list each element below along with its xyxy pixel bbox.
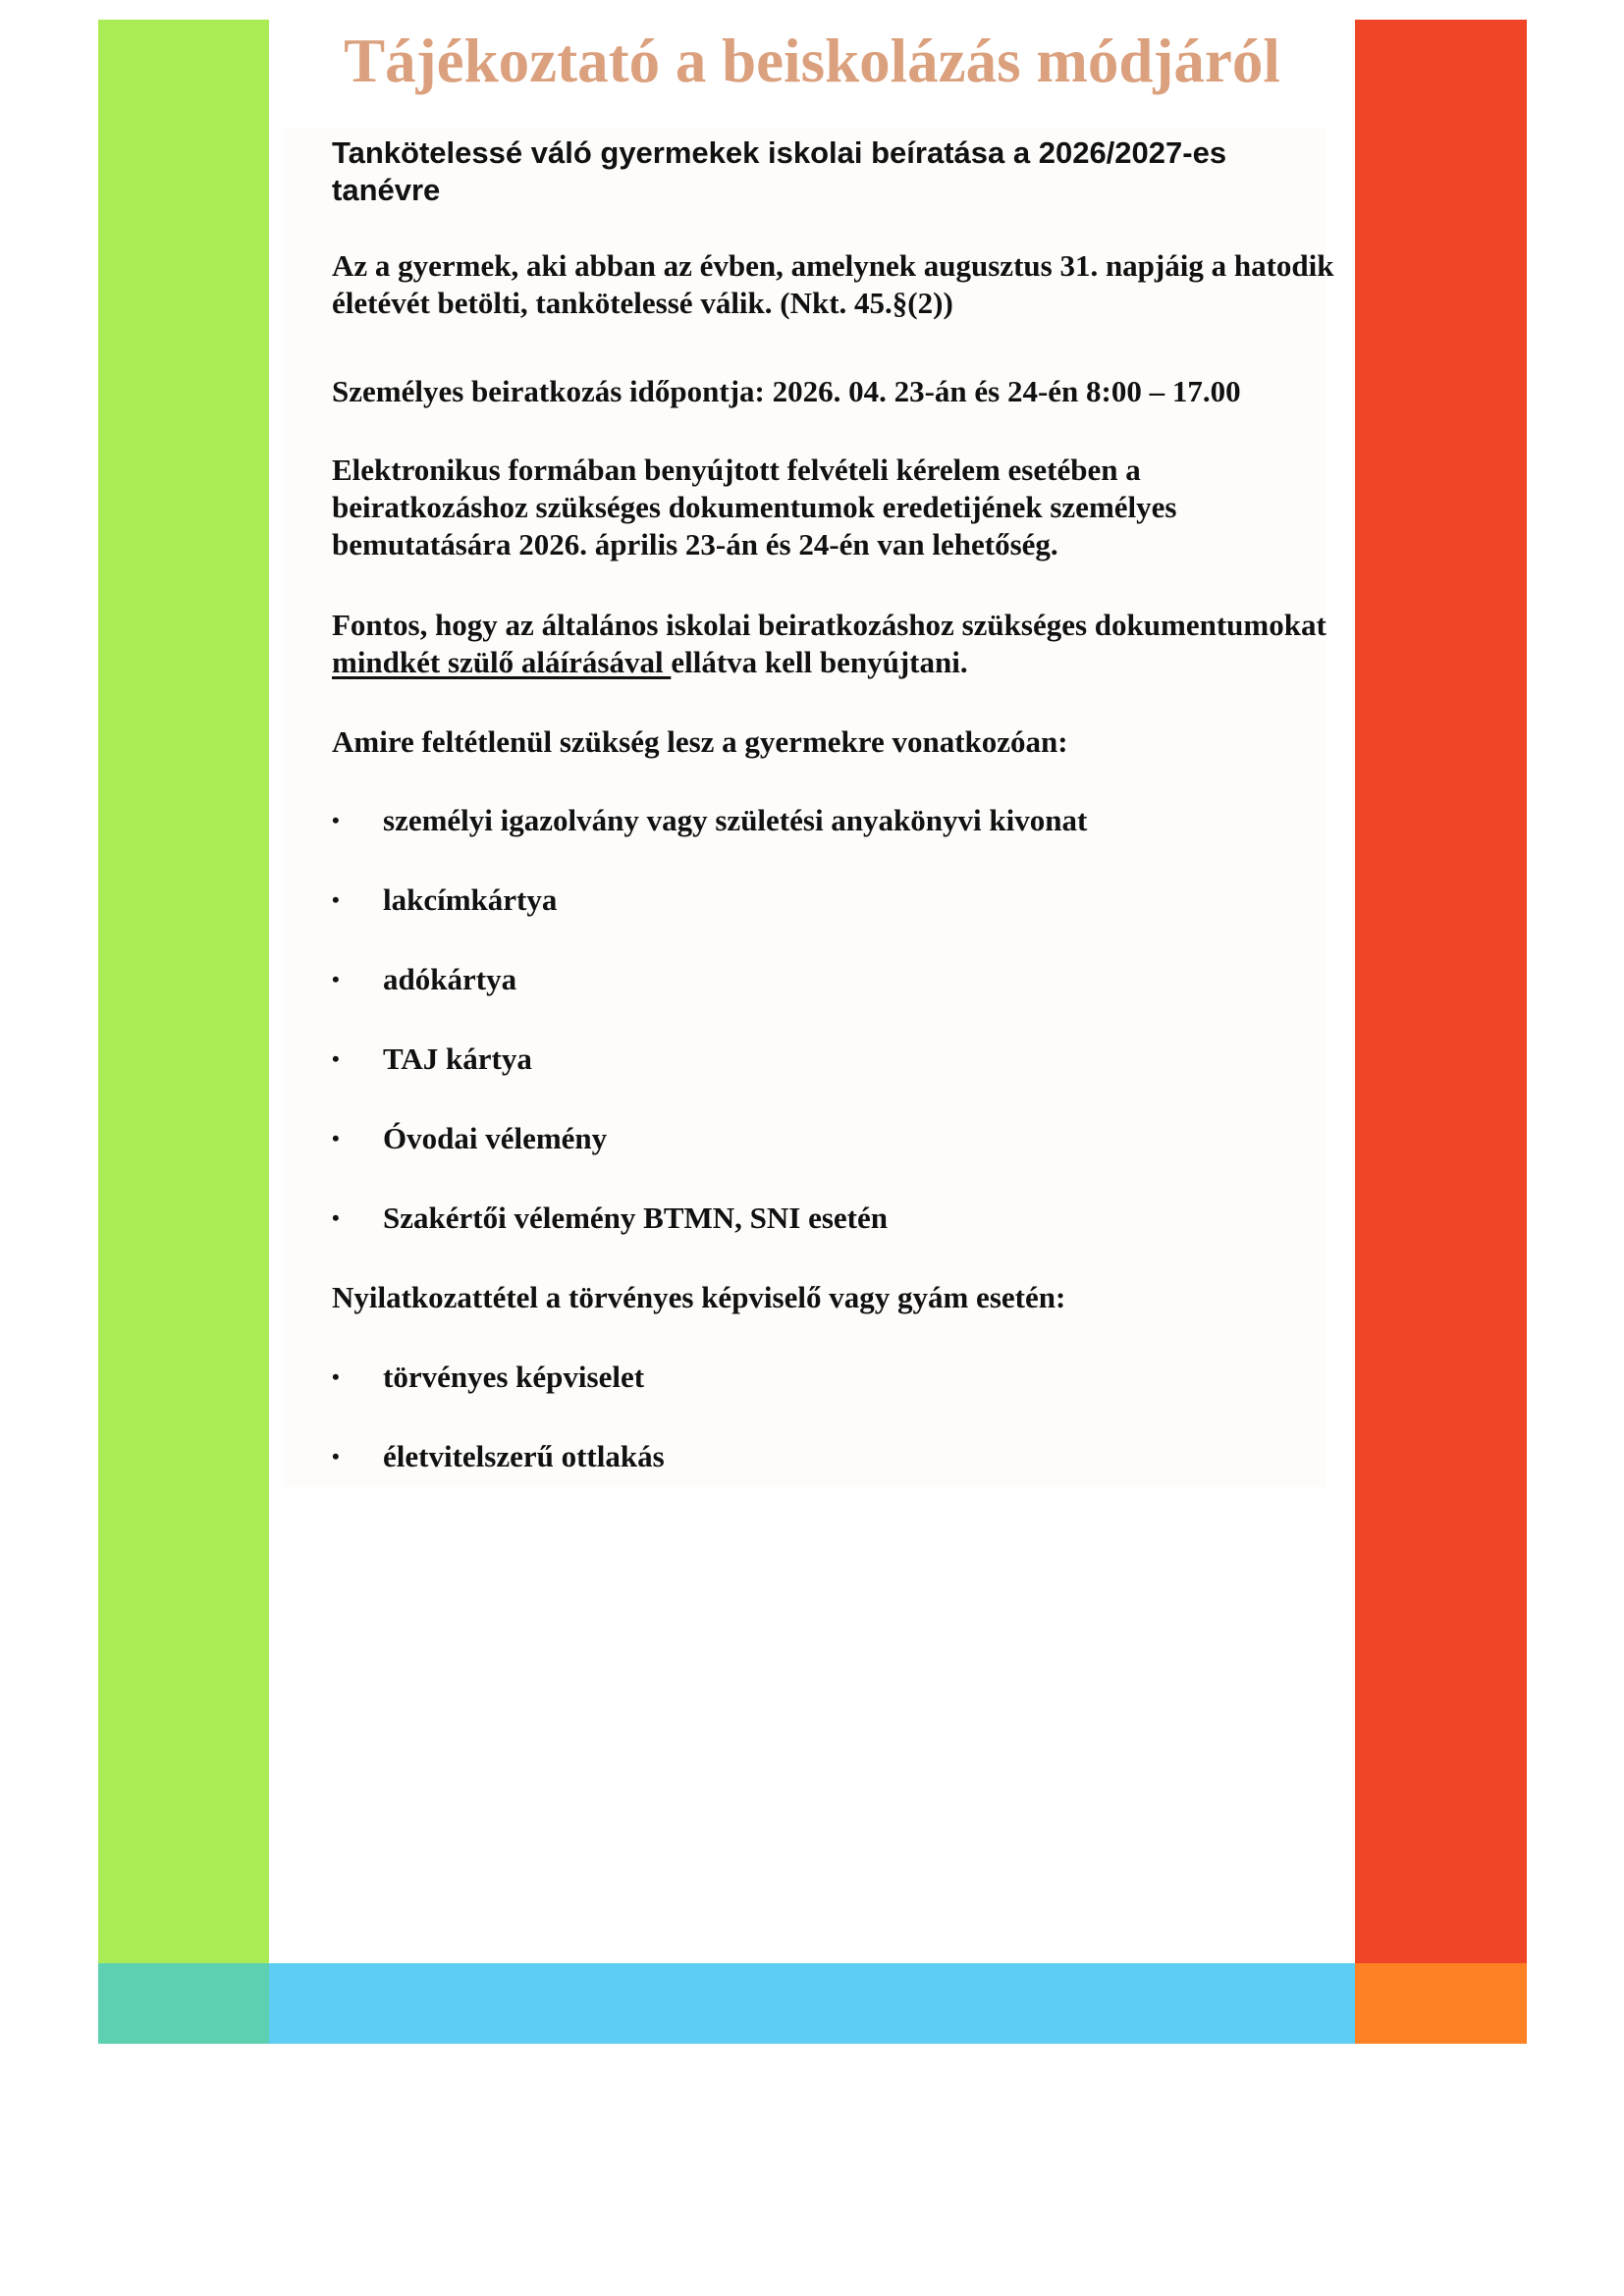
paragraph-enrollment-date: Személyes beiratkozás időpontja: 2026. 04. 23-án és 24-én 8:00 – 17.00: [332, 374, 1241, 408]
page-title: Tájékoztató a beiskolázás módjáról: [344, 27, 1280, 95]
bottom-left-corner-block: [98, 1963, 269, 2044]
paragraph-child-requirements: Amire feltétlenül szükség lesz a gyermekre vonatkozóan:: [332, 724, 1068, 759]
bullet-icon: •: [332, 1046, 340, 1071]
list-item-text: adókártya: [383, 962, 517, 996]
right-red-bar: [1355, 20, 1527, 1963]
bullet-icon: •: [332, 887, 340, 912]
bullet-icon: •: [332, 808, 340, 832]
list-item-text: életvitelszerű ottlakás: [383, 1439, 665, 1473]
list-item-text: TAJ kártya: [383, 1041, 532, 1076]
bottom-blue-bar: [269, 1963, 1355, 2044]
paragraph-electronic-application: Elektronikus formában benyújtott felvételi kérelem esetében a beiratkozáshoz szükséges dokumentumok eredetijének személyes bemutatására 2026. április 23-án és 24-én van lehetőség.: [332, 453, 1177, 561]
list-item-text: lakcímkártya: [383, 882, 558, 917]
list-item-text: személyi igazolvány vagy születési anyakönyvi kivonat: [383, 803, 1088, 837]
signatures-text-end: ellátva kell benyújtani.: [671, 645, 968, 679]
subheading: Tankötelessé váló gyermekek iskolai beíratása a 2026/2027-es tanévre: [332, 135, 1227, 207]
list-item-text: Óvodai vélemény: [383, 1121, 608, 1155]
bullet-icon: •: [332, 1126, 340, 1150]
list-item-text: törvényes képviselet: [383, 1360, 645, 1394]
list-item-text: Szakértői vélemény BTMN, SNI esetén: [383, 1201, 888, 1235]
signatures-text-start: Fontos, hogy az általános iskolai beiratkozáshoz szükséges dokumentumokat: [332, 608, 1326, 642]
left-green-bar: [98, 20, 269, 1963]
signatures-underlined-text: mindkét szülő aláírásával: [332, 645, 672, 679]
bullet-icon: •: [332, 1205, 340, 1230]
bullet-icon: •: [332, 967, 340, 991]
paragraph-signatures: [332, 607, 1338, 681]
bullet-icon: •: [332, 1364, 340, 1389]
paragraph-guardian-declaration: Nyilatkozattétel a törvényes képviselő vagy gyám esetén:: [332, 1280, 1066, 1314]
paragraph-school-age: Az a gyermek, aki abban az évben, amelynek augusztus 31. napjáig a hatodik életévét betölti, tankötelessé válik. (Nkt. 45.§(2)): [332, 248, 1334, 320]
bottom-right-corner-block: [1355, 1963, 1527, 2044]
bullet-icon: •: [332, 1444, 340, 1468]
